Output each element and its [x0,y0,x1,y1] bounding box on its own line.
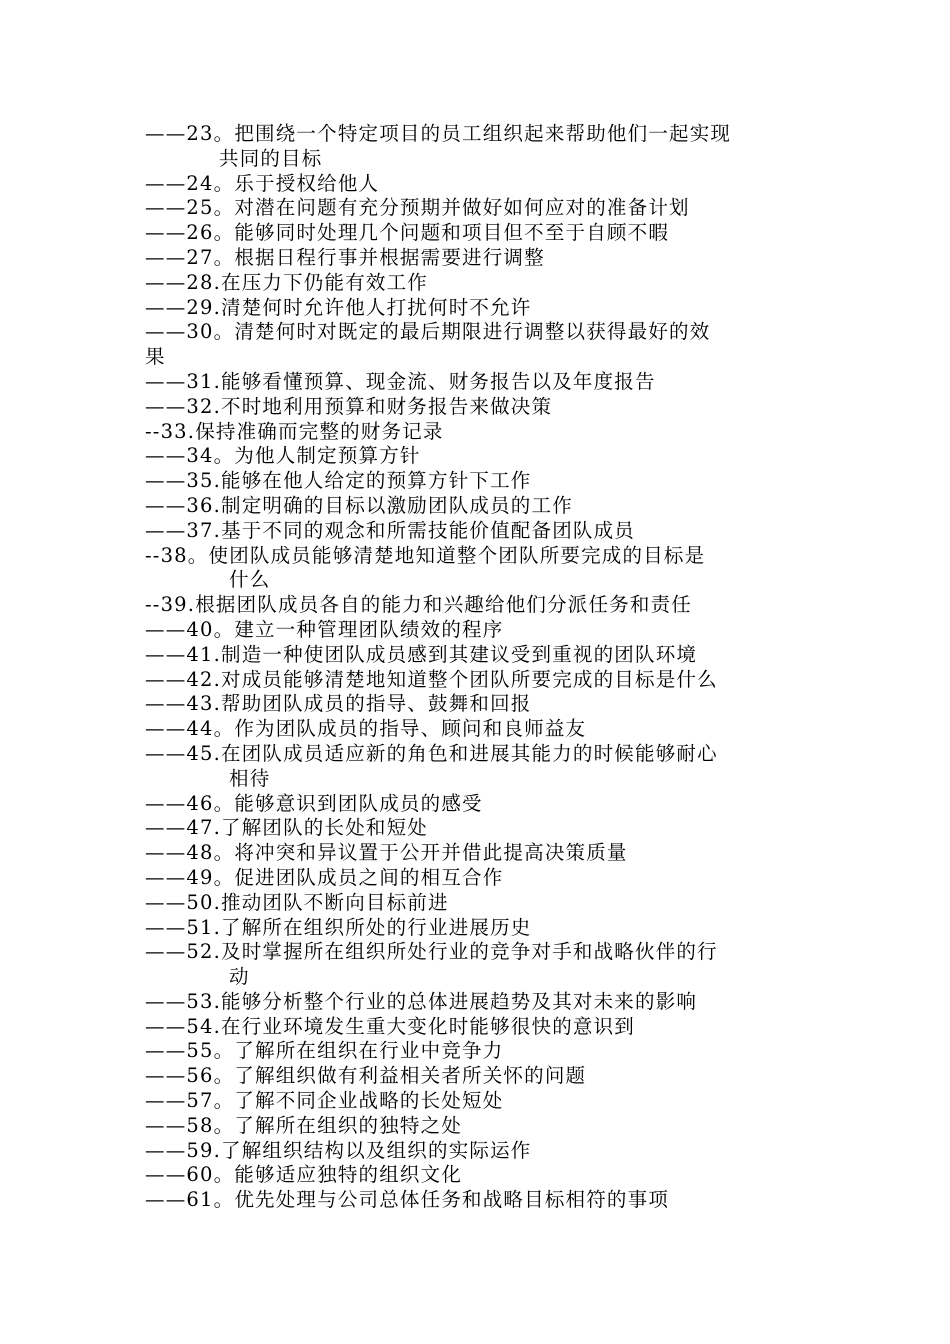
list-item-text: ——36.制定明确的目标以激励团队成员的工作 [145,493,573,517]
list-item [145,246,813,271]
list-item [145,494,813,519]
list-item-text: ——43.帮助团队成员的指导、鼓舞和回报 [145,692,532,716]
list-item-text: ——46。能够意识到团队成员的感受 [145,791,483,815]
list-item-text: ——50.推动团队不断向目标前进 [145,890,449,914]
list-item [145,816,813,841]
list-item-text: ——55。了解所在组织在行业中竞争力 [145,1039,504,1063]
list-item [145,196,813,221]
list-item-continuation: 动 [229,965,250,989]
list-item-continuation: 什么 [229,568,271,592]
list-item-continuation: 相待 [229,766,271,790]
list-item [145,519,813,544]
list-item [145,891,813,916]
list-item-text: ——58。了解所在组织的独特之处 [145,1113,463,1137]
list-item-text: ——35.能够在他人给定的预算方针下工作 [145,469,532,493]
list-item [145,1139,813,1164]
list-item-text: ——31.能够看懂预算、现金流、财务报告以及年度报告 [145,369,656,393]
list-item [145,643,813,668]
list-item [145,1163,813,1188]
list-item-text: ——53.能够分析整个行业的总体进展趋势及其对未来的影响 [145,989,698,1013]
list-item [145,1064,813,1089]
list-item [145,990,813,1015]
list-item-text: ——57。了解不同企业战略的长处短处 [145,1089,504,1113]
list-item-text: ——42.对成员能够清楚地知道整个团队所要完成的目标是什么 [145,667,718,691]
list-item-text: ——61。优先处理与公司总体任务和战略目标相符的事项 [145,1188,670,1212]
list-item [145,395,813,420]
list-item-text: ——34。为他人制定预算方针 [145,444,421,468]
list-item [145,122,813,172]
list-item [145,271,813,296]
list-item [145,717,813,742]
list-item-text: ——27。根据日程行事并根据需要进行调整 [145,245,545,269]
list-item [145,618,813,643]
list-item [145,841,813,866]
list-item-text: --39.根据团队成员各自的能力和兴趣给他们分派任务和责任 [145,593,692,617]
list-item-text: ——23。把围绕一个特定项目的员工组织起来帮助他们一起实现 [145,122,732,145]
list-item-text: --38。使团队成员能够清楚地知道整个团队所要完成的目标是 [145,543,706,567]
list-item-text: ——60。能够适应独特的组织文化 [145,1163,463,1187]
list-item [145,668,813,693]
list-item-text: --33.保持准确而完整的财务记录 [145,419,444,443]
list-item [145,866,813,891]
list-item-text: ——26。能够同时处理几个问题和项目但不至于自顾不暇 [145,221,670,245]
list-item-text: ——32.不时地利用预算和财务报告来做决策 [145,394,553,418]
list-item-text: ——48。将冲突和异议置于公开并借此提高决策质量 [145,841,628,865]
list-item [145,916,813,941]
list-item-text: ——52.及时掌握所在组织所处行业的竞争对手和战略伙伴的行 [145,940,718,964]
list-item-text: ——44。作为团队成员的指导、顾问和良师益友 [145,717,587,741]
list-item [145,1089,813,1114]
list-item [145,544,813,594]
list-item-text: ——37.基于不同的观念和所需技能价值配备团队成员 [145,518,636,542]
list-item-text: ——30。清楚何时对既定的最后期限进行调整以获得最好的效 [145,320,711,344]
list-item [145,1114,813,1139]
list-item-text: ——40。建立一种管理团队绩效的程序 [145,617,504,641]
list-item-text: ——54.在行业环境发生重大变化时能够很快的意识到 [145,1014,636,1038]
list-item-text: ——25。对潜在问题有充分预期并做好如何应对的准备计划 [145,196,690,220]
list-item-text: ——29.清楚何时允许他人打扰何时不允许 [145,295,532,319]
list-item [145,1015,813,1040]
list-item-text: ——49。促进团队成员之间的相互合作 [145,865,504,889]
list-item [145,420,813,445]
list-item-text: ——45.在团队成员适应新的角色和进展其能力的时候能够耐心 [145,741,718,765]
list-item-text: ——28.在压力下仍能有效工作 [145,270,429,294]
list-item-text: ——47.了解团队的长处和短处 [145,816,429,840]
list-item [145,742,813,792]
list-item [145,692,813,717]
list-item [145,370,813,395]
competency-checklist [145,122,813,1213]
list-item [145,320,813,370]
list-item-text: ——24。乐于授权给他人 [145,171,380,195]
list-item-continuation: 共同的目标 [219,146,323,170]
list-item [145,1039,813,1064]
list-item [145,444,813,469]
list-item-text: ——59.了解组织结构以及组织的实际运作 [145,1138,532,1162]
list-item-text: ——51.了解所在组织所处的行业进展历史 [145,915,532,939]
list-item [145,940,813,990]
list-item [145,1188,813,1213]
list-item [145,172,813,197]
list-item [145,593,813,618]
list-item [145,792,813,817]
list-item [145,221,813,246]
list-item-text: ——56。了解组织做有利益相关者所关怀的问题 [145,1064,587,1088]
list-item [145,469,813,494]
list-item-continuation: 果 [145,345,166,369]
list-item [145,296,813,321]
list-item-text: ——41.制造一种使团队成员感到其建议受到重视的团队环境 [145,642,698,666]
